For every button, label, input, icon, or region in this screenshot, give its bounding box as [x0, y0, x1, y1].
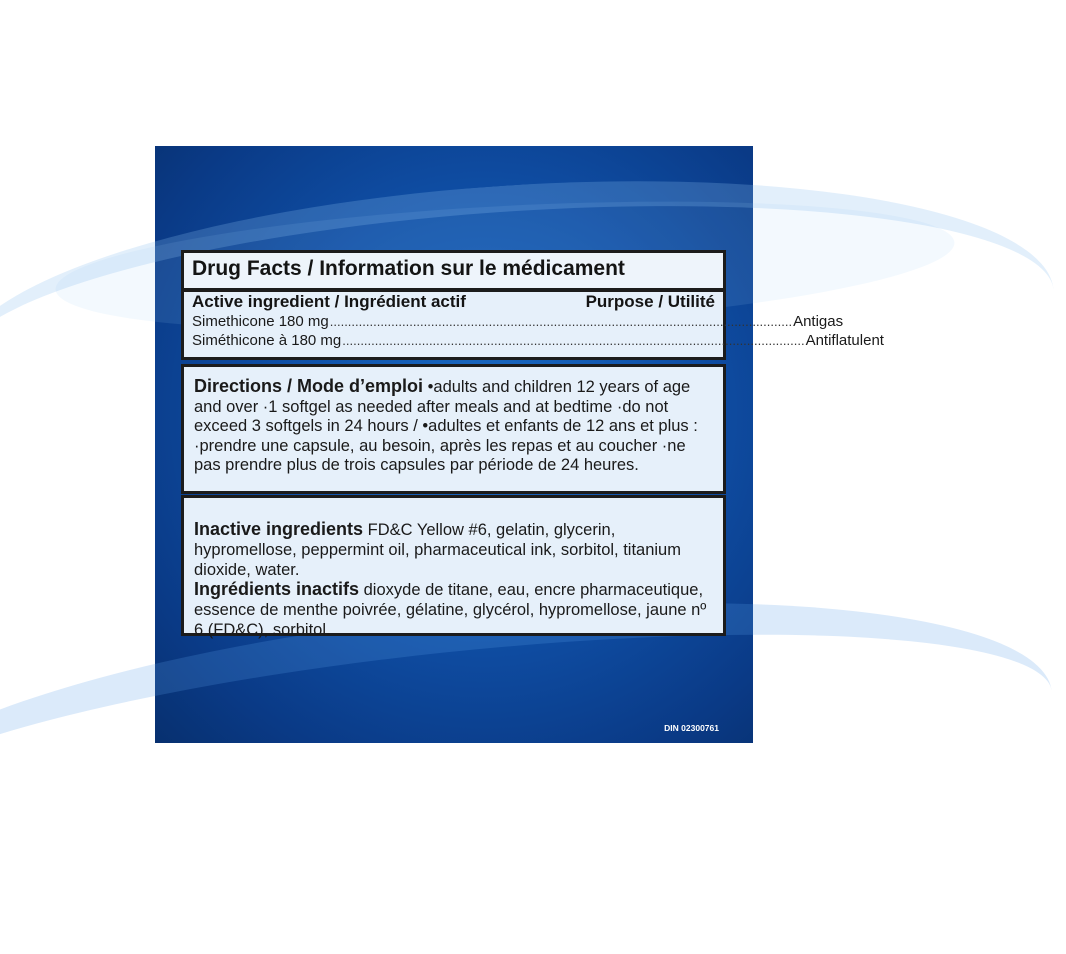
drug-facts-title: Drug Facts / Information sur le médicament: [192, 257, 625, 280]
ingredient-line-fr: [192, 332, 884, 349]
leader-dots: ................................................................................................................................: [329, 314, 793, 329]
directions-text: •adults and children 12 years of age and over ·1 softgel as needed after meals and at bedtime ·do not exceed 3 softgels in 24 hours / •adultes et enfants de 12 ans et plus : ·prendre une capsule, au besoin, après les repas et au coucher ·ne pas prendre plus de trois capsules par période de 24 heures.: [194, 378, 698, 475]
inactive-heading-en: Inactive ingredients: [194, 519, 364, 539]
inactive-text-fr: dioxyde de titane, eau, encre pharmaceutique, essence de menthe poivrée, gélatine, glycérol, hypromellose, jaune nº 6 (FD&C), sorbitol.: [194, 581, 707, 639]
inactive-text-en: FD&C Yellow #6, gelatin, glycerin, hypromellose, peppermint oil, pharmaceutical ink, sorbitol, titanium dioxide, water.: [194, 521, 681, 579]
ingredient-name: Simethicone 180 mg: [192, 313, 329, 330]
ingredient-line-en: [192, 313, 844, 330]
din-number: DIN 02300761: [664, 723, 719, 733]
inactive-heading-fr: Ingrédients inactifs: [194, 579, 360, 600]
ingredient-purpose: Antigas: [793, 313, 844, 330]
purpose-label: Purpose / Utilité: [585, 292, 715, 311]
directions-heading: Directions / Mode d’emploi: [194, 376, 424, 396]
directions-section: [194, 377, 715, 476]
drug-facts-box: [181, 250, 884, 360]
drug-facts-title-row: [184, 253, 723, 292]
leader-dots: ................................................................................................................................: [342, 333, 805, 348]
active-ingredient-label: Active ingredient / Ingrédient actif: [192, 292, 466, 311]
ingredient-name: Siméthicone à 180 mg: [192, 332, 342, 349]
directions-box: [181, 364, 726, 494]
inactive-ingredients-box: [181, 495, 726, 639]
ingredient-purpose: Antiflatulent: [805, 332, 884, 349]
inactive-ingredients-section: [194, 520, 717, 641]
active-ingredient-header: [192, 292, 715, 312]
